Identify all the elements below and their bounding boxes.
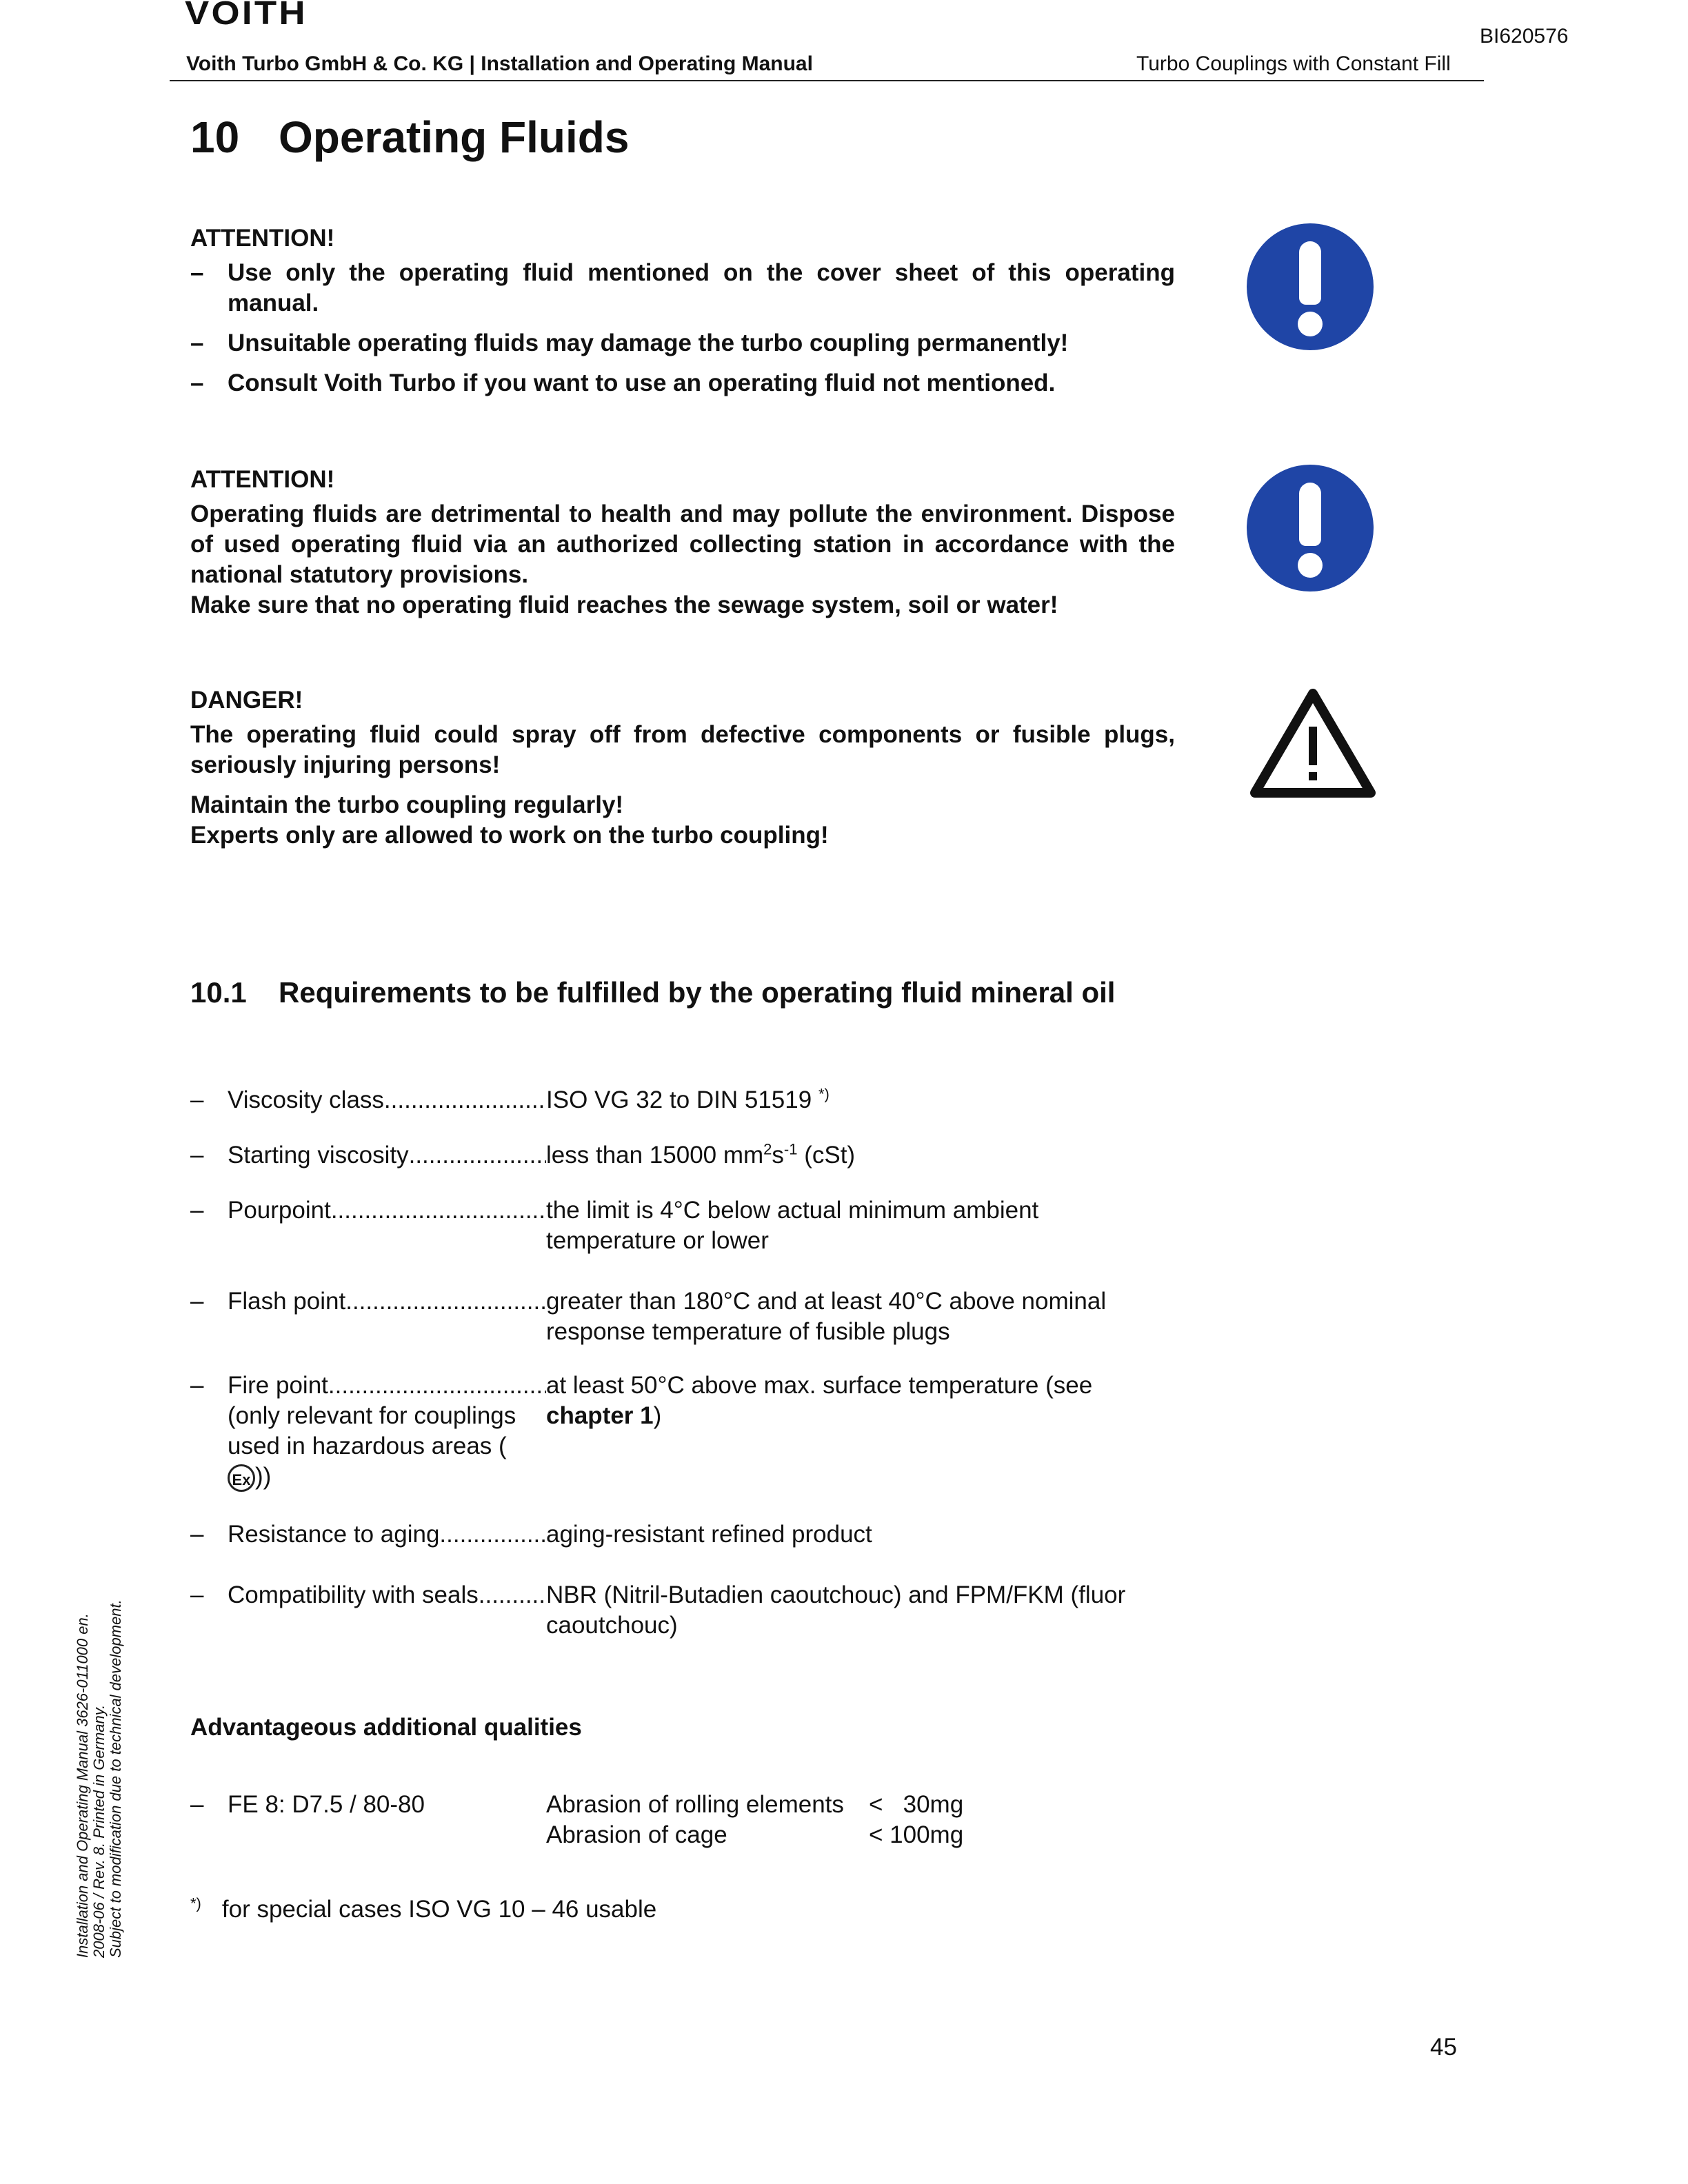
- warning-triangle-icon: [1249, 687, 1376, 800]
- exclamation-icon: [1247, 465, 1374, 592]
- notice-paragraph: Experts only are allowed to work on the turbo coupling!: [190, 822, 829, 849]
- notice-paragraph: Make sure that no operating fluid reaches the sewage system, soil or water!: [190, 592, 1058, 618]
- document-number: BI620576: [1480, 25, 1569, 48]
- requirement-label: Viscosity class: [228, 1086, 384, 1113]
- advantageous-label: FE 8: D7.5 / 80-80: [228, 1791, 425, 1818]
- section-number: 10.1: [190, 976, 247, 1009]
- requirement-row: – Starting viscosity ..... less than 15000 $mm^2s^{-1}$ (cSt): [190, 1140, 1225, 1171]
- abrasion-row: Abrasion of rolling elements < 30mg: [546, 1791, 964, 1818]
- requirement-row: – Fire point ..... (only relevant for couplings used in hazardous areas (Ex )) at least 50°C above max. surface temperature (see chapter 1): [190, 1371, 1225, 1495]
- requirement-label: Flash point: [228, 1288, 346, 1315]
- requirement-label: Pourpoint: [228, 1197, 331, 1224]
- requirement-row: – Compatibility with seals ..... NBR (Nitril-Butadien caoutchouc) and FPM/FKM (fluor caoutchouc): [190, 1580, 1225, 1641]
- page-number: 45: [1430, 2034, 1457, 2061]
- side-imprint: Installation and Operating Manual 3626-011000 en. 2008-06 / Rev. 8. Printed in Germany. Subject to modification due to technical development.: [74, 1599, 124, 1958]
- danger-notice: [190, 685, 1175, 851]
- attention-notice-1: [190, 223, 1175, 408]
- notice-bullet: – Consult Voith Turbo if you want to use an operating fluid not mentioned.: [190, 368, 1175, 398]
- notice-title: ATTENTION!: [190, 225, 335, 252]
- notice-bullet: – Unsuitable operating fluids may damage the turbo coupling permanently!: [190, 328, 1175, 358]
- attention-notice-2: [190, 465, 1175, 620]
- footnote-text: for special cases ISO VG 10 – 46 usable: [221, 1896, 657, 1923]
- requirement-value: aging-resistant refined product: [546, 1521, 872, 1548]
- requirement-value: NBR (Nitril-Butadien caoutchouc) and FPM/FKM (fluor caoutchouc): [546, 1581, 1126, 1639]
- requirement-label: Starting viscosity: [228, 1142, 409, 1169]
- requirement-label: Resistance to aging: [228, 1521, 440, 1548]
- requirement-row: – Resistance to aging ..... aging-resistant refined product: [190, 1519, 1225, 1550]
- advantageous-heading: Advantageous additional qualities: [190, 1714, 582, 1741]
- header-right-text: Turbo Couplings with Constant Fill: [1136, 52, 1451, 75]
- notice-paragraph: The operating fluid could spray off from defective components or fusible plugs, seriously injuring persons!: [190, 721, 1175, 778]
- header-left-text: Voith Turbo GmbH & Co. KG | Installation and Operating Manual: [186, 52, 813, 75]
- requirement-label-note: (only relevant for couplings used in hazardous areas (Ex )): [228, 1401, 517, 1492]
- footnote-mark: *): [190, 1894, 201, 1912]
- notice-title: DANGER!: [190, 687, 303, 714]
- requirement-row: – Viscosity class ..... ISO VG 32 to DIN 51519 *): [190, 1085, 1225, 1115]
- requirement-value: ISO VG 32 to DIN 51519 *): [546, 1085, 830, 1113]
- requirement-row: – Flash point ..... greater than 180°C and at least 40°C above nominal response temperature of fusible plugs: [190, 1286, 1225, 1347]
- notice-title: ATTENTION!: [190, 466, 335, 493]
- footnote: [190, 1896, 656, 1923]
- notice-paragraph: Operating fluids are detrimental to health and may pollute the environment. Dispose of used operating fluid via an authorized collecting station in accordance with the national statutory provisions.: [190, 501, 1175, 588]
- notice-paragraph: Maintain the turbo coupling regularly!: [190, 791, 624, 818]
- advantageous-row: – FE 8: D7.5 / 80-80 Abrasion of rolling elements < 30mg Abrasion of cage < 100mg: [190, 1790, 1225, 1850]
- section-title: Requirements to be fulfilled by the operating fluid mineral oil: [279, 976, 1116, 1009]
- section-heading: [190, 976, 1115, 1009]
- notice-bullet: – Use only the operating fluid mentioned on the cover sheet of this operating manual.: [190, 258, 1175, 318]
- requirement-value: the limit is 4°C below actual minimum ambient temperature or lower: [546, 1197, 1039, 1254]
- abrasion-row: Abrasion of cage < 100mg: [546, 1821, 964, 1848]
- ex-hazard-icon: Ex: [228, 1464, 255, 1492]
- header-divider: [170, 80, 1484, 81]
- requirement-label: Fire point: [228, 1372, 328, 1399]
- requirement-label: Compatibility with seals: [228, 1581, 479, 1608]
- chapter-number: 10: [190, 112, 240, 162]
- chapter-heading: [190, 112, 629, 163]
- exclamation-icon: [1247, 223, 1374, 350]
- requirement-value: less than 15000 $mm^2s^{-1}$ (cSt): [546, 1140, 856, 1169]
- notice-bullet-list: [190, 258, 1175, 398]
- requirement-value: greater than 180°C and at least 40°C above nominal response temperature of fusible plugs: [546, 1288, 1107, 1345]
- chapter-title: Operating Fluids: [279, 112, 630, 162]
- requirement-row: – Pourpoint ..... the limit is 4°C below actual minimum ambient temperature or lower: [190, 1195, 1225, 1256]
- requirement-value: at least 50°C above max. surface temperature (see chapter 1): [546, 1372, 1093, 1429]
- voith-logo: VOITH: [185, 0, 308, 32]
